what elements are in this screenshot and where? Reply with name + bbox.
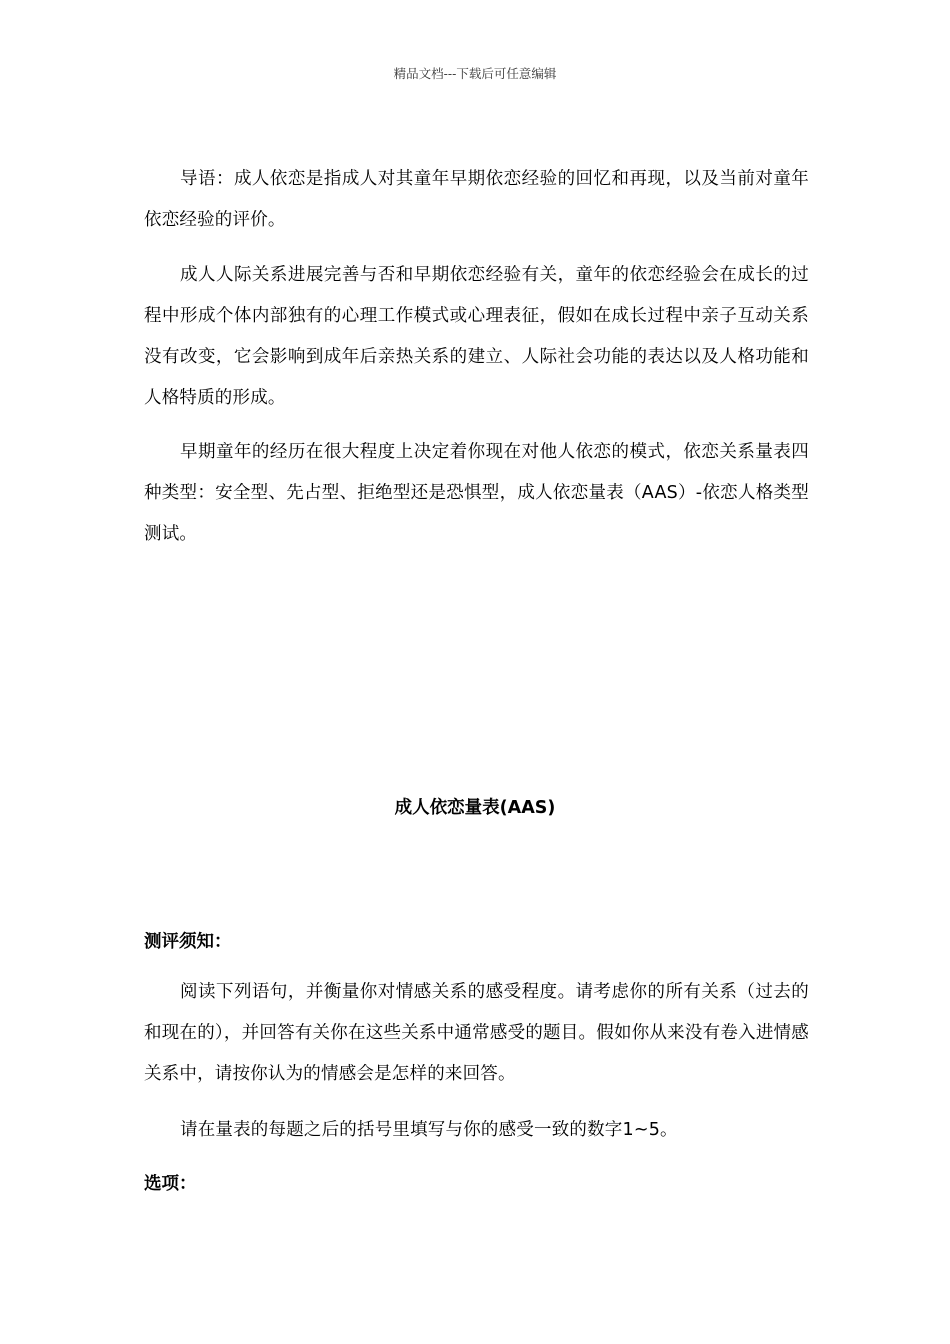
intro-paragraph-2: 成人人际关系进展完善与否和早期依恋经验有关，童年的依恋经验会在成长的过程中形成个体内部独有的心理工作模式或心理表征，假如在成长过程中亲子互动关系没有改变，它会影响到成年后亲热关系的建立、人际社会功能的表达以及人格功能和人格特质的形成。 — [144, 265, 809, 408]
intro-paragraph-1: 导语：成人依恋是指成人对其童年早期依恋经验的回忆和再现，以及当前对童年依恋经验的评价。 — [144, 169, 809, 230]
instructions-paragraph-1: 阅读下列语句，并衡量你对情感关系的感受程度。请考虑你的所有关系（过去的和现在的），并回答有关你在这些关系中通常感受的题目。假如你从来没有卷入进情感关系中，请按你认为的情感会是怎样的来回答。 — [144, 982, 809, 1084]
intro-paragraph-3: 早期童年的经历在很大程度上决定着你现在对他人依恋的模式，依恋关系量表四种类型：安全型、先占型、拒绝型还是恐惧型，成人依恋量表（AAS）-依恋人格类型测试。 — [144, 442, 809, 544]
instructions-paragraph-2: 请在量表的每题之后的括号里填写与你的感受一致的数字1~5。 — [180, 1120, 678, 1140]
scale-title: 成人依恋量表(AAS) — [394, 798, 556, 818]
page-header: 精品文档---下载后可任意编辑 — [393, 66, 557, 81]
instructions-heading: 测评须知： — [144, 932, 232, 952]
options-heading: 选项： — [144, 1174, 197, 1194]
